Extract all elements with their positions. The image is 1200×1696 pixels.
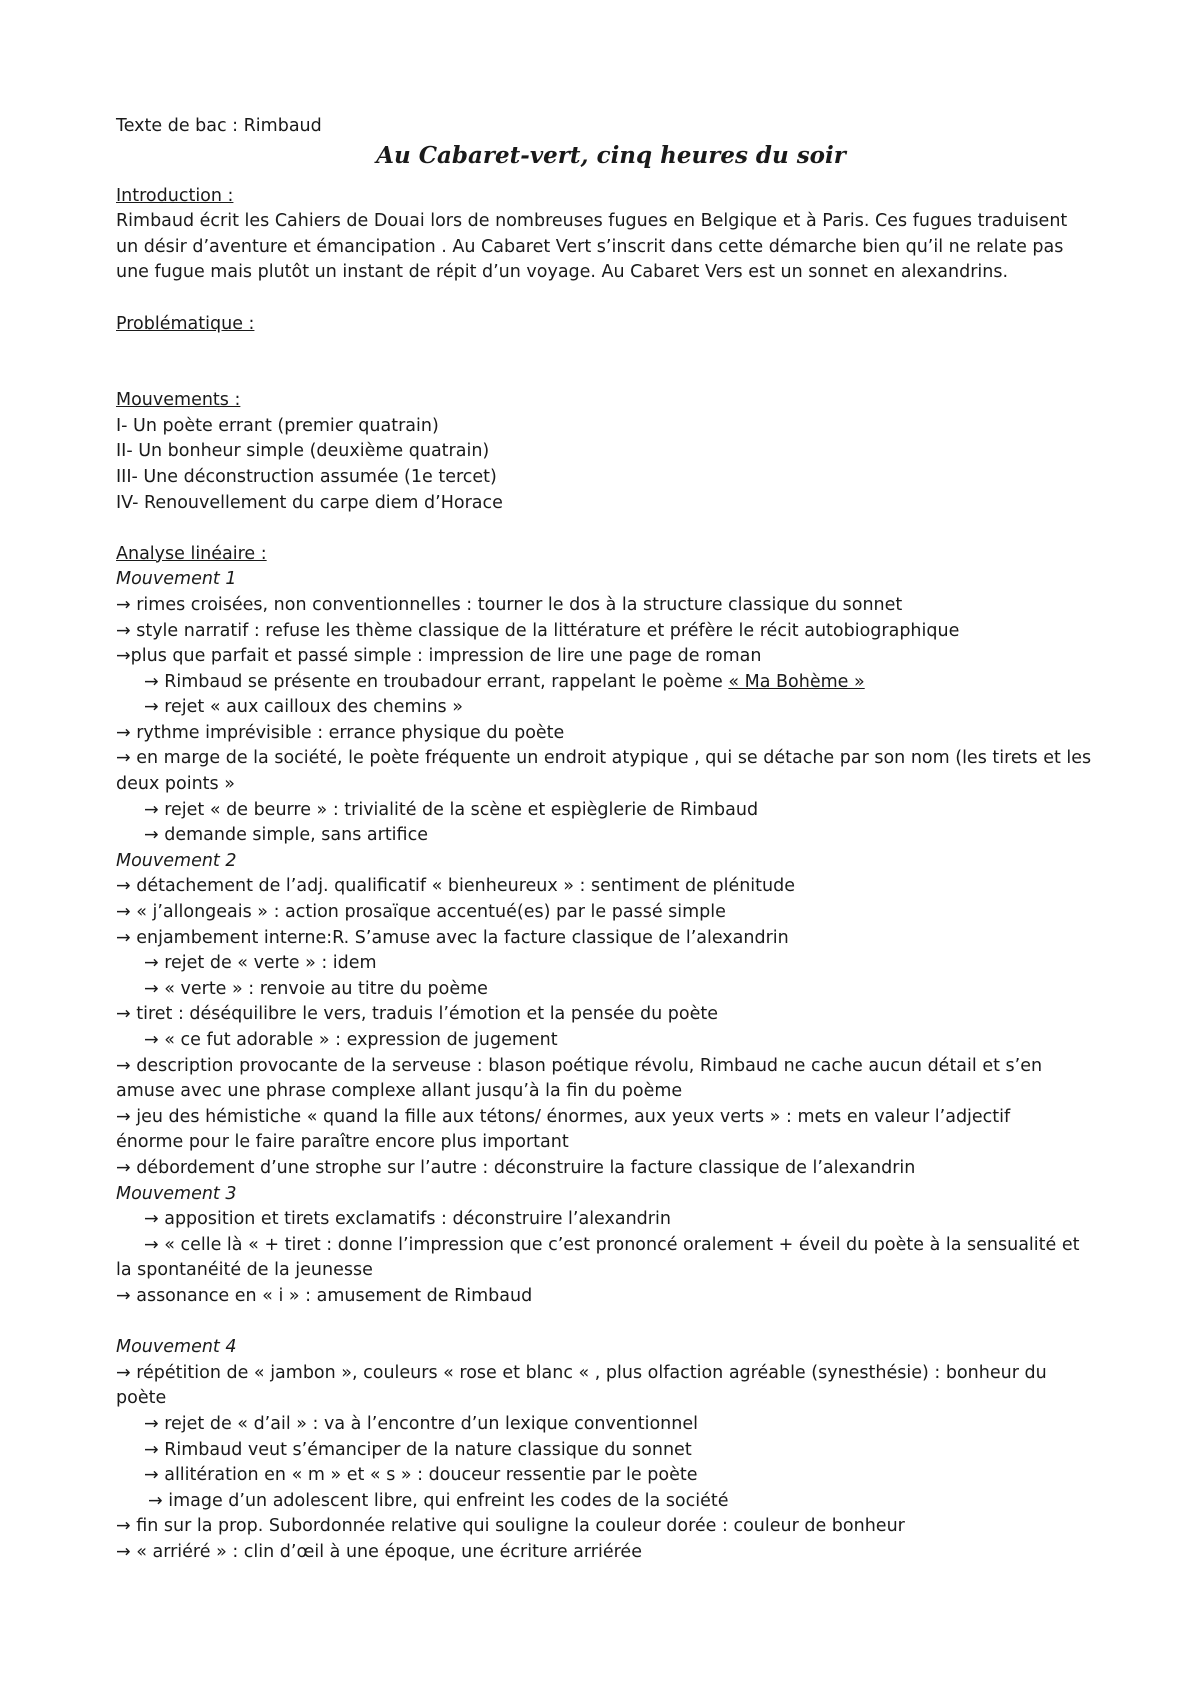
mouvement-item-2: II- Un bonheur simple (deuxième quatrain): [116, 441, 490, 462]
m4-line: → répétition de « jambon », couleurs « rose et blanc « , plus olfaction agréable (synesthésie) : bonheur du: [116, 1362, 1047, 1383]
intro-line-1: Rimbaud écrit les Cahiers de Douai lors de nombreuses fugues en Belgique et à Paris. Ces fugues traduisent: [116, 211, 1068, 232]
m2-line: → tiret : déséquilibre le vers, traduis l’émotion et la pensée du poète: [116, 1004, 718, 1025]
mouvement-item-1: I- Un poète errant (premier quatrain): [116, 415, 439, 436]
m1-line: → rythme imprévisible : errance physique du poète: [116, 722, 565, 743]
m1-line: → demande simple, sans artifice: [144, 825, 428, 846]
m4-line: → rejet de « d’ail » : va à l’encontre d’un lexique conventionnel: [144, 1413, 698, 1434]
m1-line: → rejet « aux cailloux des chemins »: [144, 697, 463, 718]
m3-line: → assonance en « i » : amusement de Rimbaud: [116, 1285, 533, 1306]
m2-line: → enjambement interne:R. S’amuse avec la facture classique de l’alexandrin: [116, 927, 789, 948]
m1-line: → en marge de la société, le poète fréquente un endroit atypique , qui se détache par son nom (les tirets et les: [116, 748, 1092, 769]
m1-line: → style narratif : refuse les thème classique de la littérature et préfère le récit autobiographique: [116, 620, 960, 641]
mouvement-2-title: Mouvement 2: [116, 850, 237, 871]
intro-line-3: une fugue mais plutôt un instant de répit d’un voyage. Au Cabaret Vers est un sonnet en alexandrins.: [116, 262, 1009, 283]
mouvement-item-3: III- Une déconstruction assumée (1e tercet): [116, 466, 497, 487]
m4-line: → image d’un adolescent libre, qui enfreint les codes de la société: [148, 1490, 729, 1511]
m4-line: → allitération en « m » et « s » : douceur ressentie par le poète: [144, 1465, 698, 1486]
mouvement-4-title: Mouvement 4: [116, 1337, 237, 1358]
m1-line: → rimes croisées, non conventionnelles : tourner le dos à la structure classique du sonnet: [116, 594, 903, 615]
m2-line: → débordement d’une strophe sur l’autre : déconstruire la facture classique de l’alexandrin: [116, 1157, 916, 1178]
m3-line: → « celle là « + tiret : donne l’impression que c’est prononcé oralement + éveil du poète à la sensualité et: [144, 1234, 1080, 1255]
m1-line: → rejet « de beurre » : trivialité de la scène et espièglerie de Rimbaud: [144, 799, 759, 820]
m1-line: [116, 670, 1106, 696]
m4-line: → « arriéré » : clin d’œil à une époque, une écriture arriérée: [116, 1541, 642, 1562]
m2-line: → détachement de l’adj. qualificatif « bienheureux » : sentiment de plénitude: [116, 876, 795, 897]
mouvements-heading: Mouvements :: [116, 390, 241, 411]
page-title: Au Cabaret-vert, cinq heures du soir: [376, 141, 846, 169]
ma-boheme-link[interactable]: « Ma Bohème »: [728, 671, 865, 692]
m2-line: → rejet de « verte » : idem: [144, 953, 377, 974]
mouvement-3-title: Mouvement 3: [116, 1183, 237, 1204]
mouvement-item-4: IV- Renouvellement du carpe diem d’Horace: [116, 492, 503, 513]
m3-line: → apposition et tirets exclamatifs : déconstruire l’alexandrin: [144, 1209, 671, 1230]
m2-line: → description provocante de la serveuse : blason poétique révolu, Rimbaud ne cache aucun détail et s’en: [116, 1055, 1043, 1076]
m1-line: deux points »: [116, 774, 235, 795]
header-label: Texte de bac : Rimbaud: [116, 116, 322, 136]
m2-line: → « j’allongeais » : action prosaïque accentué(es) par le passé simple: [116, 902, 726, 923]
m3-line: la spontanéité de la jeunesse: [116, 1260, 373, 1281]
m4-line: → Rimbaud veut s’émanciper de la nature classique du sonnet: [144, 1439, 692, 1460]
m2-line: → « verte » : renvoie au titre du poème: [144, 978, 488, 999]
m4-line: poète: [116, 1388, 167, 1409]
document-page: [116, 114, 1106, 1565]
m2-line: → jeu des hémistiche « quand la fille aux tétons/ énormes, aux yeux verts » : mets en valeur l’adjectif: [116, 1106, 1011, 1127]
problematique-heading: Problématique :: [116, 313, 255, 334]
analyse-heading: Analyse linéaire :: [116, 543, 267, 564]
intro-line-2: un désir d’aventure et émancipation . Au Cabaret Vert s’inscrit dans cette démarche bien qu’il ne relate pas: [116, 236, 1064, 257]
intro-heading: Introduction :: [116, 185, 234, 206]
m4-line: → fin sur la prop. Subordonnée relative qui souligne la couleur dorée : couleur de bonheur: [116, 1516, 905, 1537]
mouvement-1-title: Mouvement 1: [116, 569, 237, 590]
m1-line: →plus que parfait et passé simple : impression de lire une page de roman: [116, 646, 762, 667]
m2-line: → « ce fut adorable » : expression de jugement: [144, 1030, 558, 1050]
m2-line: énorme pour le faire paraître encore plus important: [116, 1132, 569, 1153]
m1-line-text: → Rimbaud se présente en troubadour errant, rappelant le poème: [144, 671, 729, 692]
m2-line: amuse avec une phrase complexe allant jusqu’à la fin du poème: [116, 1081, 683, 1102]
